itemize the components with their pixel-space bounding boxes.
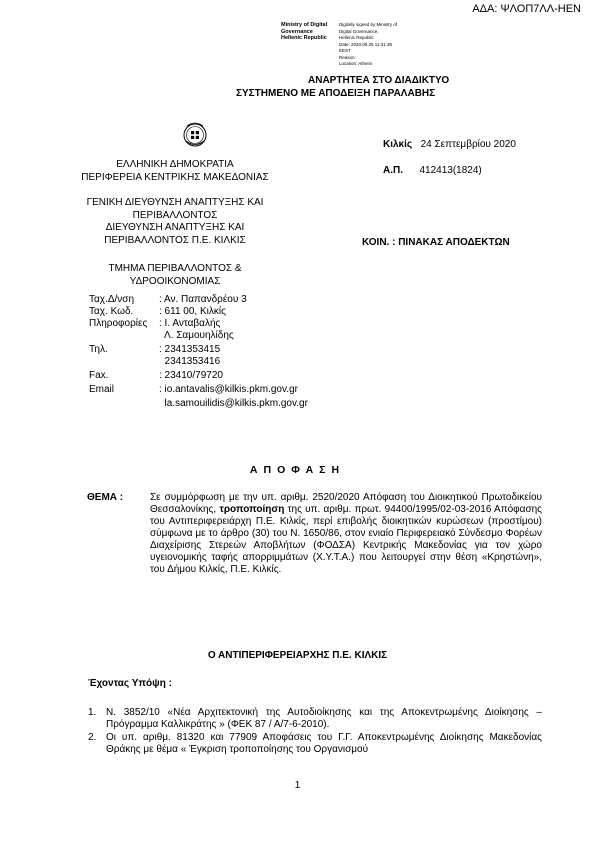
contact-value: : Αν. Παπανδρέου 3 [159, 294, 247, 305]
contact-row [89, 370, 223, 382]
digital-signature-stamp [281, 22, 397, 68]
contact-row [89, 398, 308, 410]
place-date [383, 134, 516, 152]
signature-issuer-line: Hellenic Republic [281, 35, 327, 41]
subject-text [150, 492, 542, 576]
list-text: Ν. 3852/10 «Νέα Αρχιτεκτονική της Αυτοδιοίκησης και της Αποκεντρωμένης Διοίκησης – Πρόγραμμα Καλλικράτης » (ΦΕΚ 87 / Α/7-6-2010). [106, 707, 542, 730]
email-link[interactable]: la.samouilidis@kilkis.pkm.gov.gr [159, 398, 308, 409]
posted-notice-line: ΑΝΑΡΤΗΤΕΑ ΣΤΟ ΔΙΑΔΙΚΤΥΟ [308, 75, 450, 86]
hellenic-republic-emblem-icon [182, 121, 208, 147]
posted-notice [0, 74, 595, 100]
contact-value: : 611 00, Κιλκίς [159, 306, 226, 317]
contact-row [89, 306, 226, 318]
subject-label: ΘΕΜΑ : [87, 492, 124, 503]
contact-value: : 2341353415 [159, 344, 221, 355]
signature-detail-line: Digitally signed by Ministry of [339, 22, 398, 27]
protocol-number [383, 160, 482, 178]
considering-heading: Έχοντας Υπόψη : [88, 678, 172, 689]
contact-label: Ταχ.Δ/νση [89, 294, 135, 305]
contact-row [89, 344, 220, 356]
signature-detail-line: Reason: [339, 54, 356, 60]
signature-detail-line: EEST [339, 48, 351, 53]
contact-label: Ταχ. Κωδ. [89, 306, 134, 317]
protocol-label: Α.Π. [383, 165, 403, 176]
signature-issuer-line: Ministry of Digital [281, 22, 328, 28]
organisation-header [80, 159, 270, 184]
department-line: ΥΔΡΟΟΙΚΟΝΟΜΙΑΣ [129, 275, 221, 287]
decision-title: ΑΠΟΦΑΣΗ [249, 464, 346, 476]
list-number: 2. [88, 732, 97, 743]
document-date: 24 Σεπτεμβρίου 2020 [420, 139, 516, 150]
signature-detail-line: Digital Governance, [339, 28, 379, 34]
list-item [88, 707, 542, 731]
org-line: ΕΛΛΗΝΙΚΗ ΔΗΜΟΚΡΑΤΙΑ [116, 159, 234, 170]
recipients-note: ΚΟΙΝ. : ΠΙΝΑΚΑΣ ΑΠΟΔΕΚΤΩΝ [362, 237, 510, 248]
ada-code: ΑΔΑ: ΨΛΟΠ7ΛΛ-ΗΕΝ [472, 3, 581, 15]
contact-label: Email [89, 384, 115, 395]
list-text: Οι υπ. αριθμ. 81320 και 77909 Αποφάσεις του Γ.Γ. Αποκεντρωμένης Διοίκησης Μακεδονίας Θράκης με θέμα « Έγκριση τροποποίησης του Οργανισμού [106, 732, 542, 755]
email-link[interactable]: : io.antavalis@kilkis.pkm.gov.gr [159, 384, 298, 395]
contact-label: Τηλ. [89, 344, 108, 355]
contact-row [89, 384, 298, 396]
contact-value: Λ. Σαμουηλίδης [159, 330, 234, 341]
signature-detail-line: Location: Athens [339, 61, 373, 66]
list-item [88, 732, 542, 756]
subject-text-part: Σε συμμόρφωση με την υπ. αριθμ. 2520/2020 Απόφαση του Διοικητικού Πρωτοδικείου Θεσσαλονίκης, [150, 492, 542, 515]
contact-row [89, 356, 220, 368]
directorate-line: ΓΕΝΙΚΗ ΔΙΕΥΘΥΝΣΗ ΑΝΑΠΤΥΞΗΣ ΚΑΙ [86, 197, 264, 208]
directorate-line: ΠΕΡΙΒΑΛΛΟΝΤΟΣ [132, 209, 218, 221]
posted-notice-line: ΣΥΣΤΗΜΕΝΟ ΜΕ ΑΠΟΔΕΙΞΗ ΠΑΡΑΛΑΒΗΣ [236, 88, 436, 99]
subject-text-bold: τροποποίηση [219, 504, 285, 515]
department-line: ΤΜΗΜΑ ΠΕΡΙΒΑΛΛΟΝΤΟΣ & [108, 263, 242, 274]
org-line: ΠΕΡΙΦΕΡΕΙΑ ΚΕΝΤΡΙΚΗΣ ΜΑΚΕΔΟΝΙΑΣ [81, 171, 269, 183]
signature-issuer-line: Governance [281, 28, 313, 35]
contact-value: 2341353416 [159, 356, 221, 367]
contact-row [89, 294, 247, 306]
place-label: Κιλκίς [383, 139, 413, 150]
contact-label: Πληροφορίες [89, 318, 148, 329]
contact-value: : Ι. Ανταβαλής [159, 318, 221, 329]
contact-value: : 23410/79720 [159, 370, 223, 381]
contact-row [89, 318, 220, 330]
page-number: 1 [294, 780, 301, 791]
signature-detail-line: Hellenic Republic [339, 35, 374, 40]
signature-detail-line: Date: 2020.09.25 11:31:38 [339, 41, 392, 47]
department-header [80, 263, 270, 288]
list-number: 1. [88, 707, 97, 718]
directorate-line: ΠΕΡΙΒΑΛΛΟΝΤΟΣ Π.Ε. ΚΙΛΚΙΣ [104, 234, 246, 246]
contact-label: Fax. [89, 370, 109, 381]
contact-row [89, 330, 234, 342]
protocol-value: 412413(1824) [419, 165, 482, 176]
directorate-line: ΔΙΕΥΘΥΝΣΗ ΑΝΑΠΤΥΞΗΣ ΚΑΙ [105, 222, 245, 233]
subject-text-part: της υπ. αριθμ. πρωτ. 94400/1995/02-03-2016 Απόφασης του Αντιπεριφερειάρχη Π.Ε. Κιλκίς, περί επιβολής διοικητικών κυρώσεων (προστίμου) σύμφωνα με το άρθρο (30) του Ν. 1650/86, στον ενιαίο Περιφερειακό Σύνδεσμο Φορέων Διαχείρισης Στερεών Αποβλήτων (ΦΟΔΣΑ) Κεντρικής Μακεδονίας για τον χώρο υγειονομικής ταφής απορριμμάτων (Χ.Υ.Τ.Α.) που λειτουργεί στην θέση «Κρηστώνη», του Δήμου Κιλκίς, Π.Ε. Κιλκίς. [150, 504, 542, 575]
signatory-heading: Ο ΑΝΤΙΠΕΡΙΦΕΡΕΙΑΡΧΗΣ Π.Ε. ΚΙΛΚΙΣ [207, 650, 388, 661]
directorate-header [80, 197, 270, 247]
